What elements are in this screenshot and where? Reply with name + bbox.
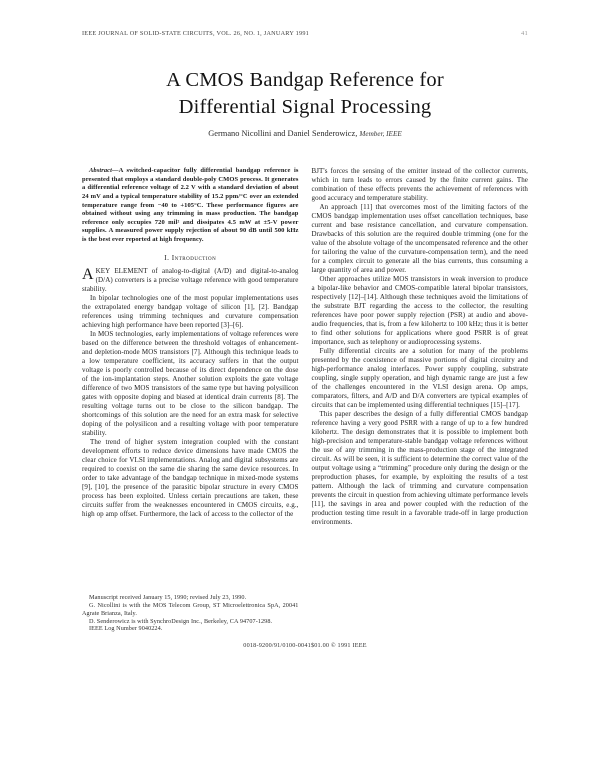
- drop-cap: A: [82, 265, 94, 283]
- right-column: [312, 167, 529, 633]
- journal-header-text: IEEE JOURNAL OF SOLID-STATE CIRCUITS, VOL. 26, NO. 1, JANUARY 1991: [82, 30, 310, 37]
- copyright-footer: 0018-9200/91/0100-0041$01.00 © 1991 IEEE: [243, 642, 367, 650]
- footnote-log-number: IEEE Log Number 9040224.: [89, 625, 163, 633]
- footnote-manuscript: Manuscript received January 15, 1990; revised July 23, 1990.: [89, 594, 247, 602]
- body-paragraph-fully-differential: Fully differential circuits are a solution for many of the problems presented by the coexistence of massive portions of digital circuitry and high-performance analog interfaces. Power supply coupling, substrate coupling, single supply operation, and high dynamic range are just a few of the challenges encountered in the VLSI design arena. Op amps, comparators, filters, and A/D and D/A converters are typical examples of circuits that can be implemented using differential techniques [15]–[17].: [311, 347, 528, 410]
- body-paragraph-approach: An approach [11] that overcomes most of the limiting factors of the CMOS bandgap implementation uses offset cancellation techniques, base current and base resistance cancellation, and curvature compensation. Drawbacks of this solution are the required double trimming (one for the value of the absolute voltage of the uncompensated reference and the other for tailoring the value of the curvature-compensation term), and the need for a complex circuit to generate all the bias currents, thus consuming a large quantity of area and power.: [311, 203, 528, 275]
- body-paragraph-continuation: BJT's forces the sensing of the emitter instead of the collector currents, which in turn leads to errors caused by the finite current gains. The combination of these effects prevents the achievement of references with good accuracy and temperature stability.: [311, 167, 528, 203]
- left-column: [82, 167, 299, 633]
- title-line-1: A CMOS Bandgap Reference for: [166, 69, 444, 91]
- intro-paragraph-4: The trend of higher system integration coupled with the constant development efforts to reduce device dimensions have made CMOS the clear choice for VLSI implementations. Analog and digital subsystems are required to coexist on the same die sharing the same device resources. In order to take advantage of the bandgap technique in mixed-mode systems [9], [10], the presence of the parasitic bipolar structure in every CMOS process has been exploited. Unless certain precautions are taken, these circuits suffer from the weaknesses encountered in CMOS circuits, e.g., high op amp offset. Furthermore, the lack of access to the collector of the: [82, 437, 299, 518]
- intro-paragraph-3: In MOS technologies, early implementations of voltage references were based on the difference between the threshold voltages of enhancement- and depletion-mode MOS transistors [7]. Although this technique leads to a low temperature coefficient, its accuracy suffers in that the output voltage is poorly controlled because of its direct dependence on the dose of the ion-implantation steps. Another solution exploits the gate voltage difference of two MOS transistors of the same type but having polysilicon gates with opposite doping and biased at identical drain currents [8]. The resulting voltage turns out to be close to the silicon bandgap. The shortcomings of this solution are the need for an extra mask for selective doping of the polysilicon and a resulting voltage with poor temperature stability.: [82, 329, 299, 437]
- page-number: 41: [521, 30, 528, 37]
- title-line-2: Differential Signal Processing: [178, 95, 432, 118]
- footnote-author-2-affiliation: D. Senderowicz is with SynchroDesign Inc., Berkeley, CA 94707-1298.: [89, 617, 273, 625]
- authors-line: [82, 129, 528, 138]
- running-header: [82, 30, 528, 37]
- section-heading-introduction: I. Introduction: [164, 253, 217, 262]
- abstract-label: Abstract—: [89, 167, 119, 175]
- author-names: Germano Nicollini and Daniel Senderowicz,: [208, 129, 360, 139]
- abstract-paragraph: [82, 167, 299, 244]
- intro-paragraph-1: [82, 267, 299, 294]
- body-paragraph-this-paper: This paper describes the design of a fully differential CMOS bandgap reference having a very good PSRR with a range of up to a few hundred kilohertz. The design demonstrates that it is possible to implement both high-precision and temperature-stable bandgap voltage references without the use of any trimming in the mass-production stage of the integrated circuit. As will be seen, it is sufficient to determine the correct value of the output voltage using a “trimming” procedure only during the design or the preproduction phases, for example, by exploiting the results of a test pattern. Although the lack of trimming and curvature compensation prevents the circuit in question from achieving ultimate performance levels [11], the savings in area and power coupled with the reduction of the production testing time result in a favorable trade-off in large production environments.: [311, 410, 529, 527]
- abstract-text: A switched-capacitor fully differential bandgap reference is presented that employs a standard double-poly CMOS process. It generates a differential reference voltage of 2.2 V with a standard deviation of about 24 mV and a typical temperature stability of 15.2 ppm/°C over an extended temperature range from −40 to +105°C. These performance figures are obtained without using any trimming in mass production. The bandgap reference only occupies 720 mil² and dissipates 4.5 mW at ±5-V power supplies. A measured power supply rejection of about 90 dB until 500 kHz is the best ever reported at high frequency.: [82, 167, 299, 244]
- body-paragraph-other-approaches: Other approaches utilize MOS transistors in weak inversion to produce a bipolar-like behavior and CMOS-compatible lateral bipolar transistors, respectively [12]–[14]. Although these techniques avoid the limitations of the substrate BJT regarding the access to the collector, the resulting references have poor power supply rejection (PSR) at audio and above-audio frequencies, that is, from a few kilohertz to 100 kHz; thus it is better to find other solutions for applications where good PSRR is of great importance, such as telephony or audioprocessing systems.: [311, 275, 528, 347]
- paper-title: [82, 67, 528, 120]
- intro-paragraph-2: In bipolar technologies one of the most popular implementations uses the extrapolated energy bandgap voltage of silicon [1], [2]. Bandgap references using trimming techniques and curvature compensation achieving high performance have been reported [3]–[6].: [82, 293, 299, 329]
- author-membership: Member, IEEE: [359, 130, 402, 139]
- footnote-author-1-affiliation: G. Nicollini is with the MOS Telecom Group, ST Microelettronica SpA, 20041 Agrate Brianza, Italy.: [82, 602, 299, 617]
- two-column-body: [82, 167, 528, 633]
- footnote-block: [82, 594, 299, 633]
- intro-paragraph-1-text: KEY ELEMENT of analog-to-digital (A/D) and digital-to-analog (D/A) converters is a precise voltage reference with good temperature stability.: [82, 266, 299, 293]
